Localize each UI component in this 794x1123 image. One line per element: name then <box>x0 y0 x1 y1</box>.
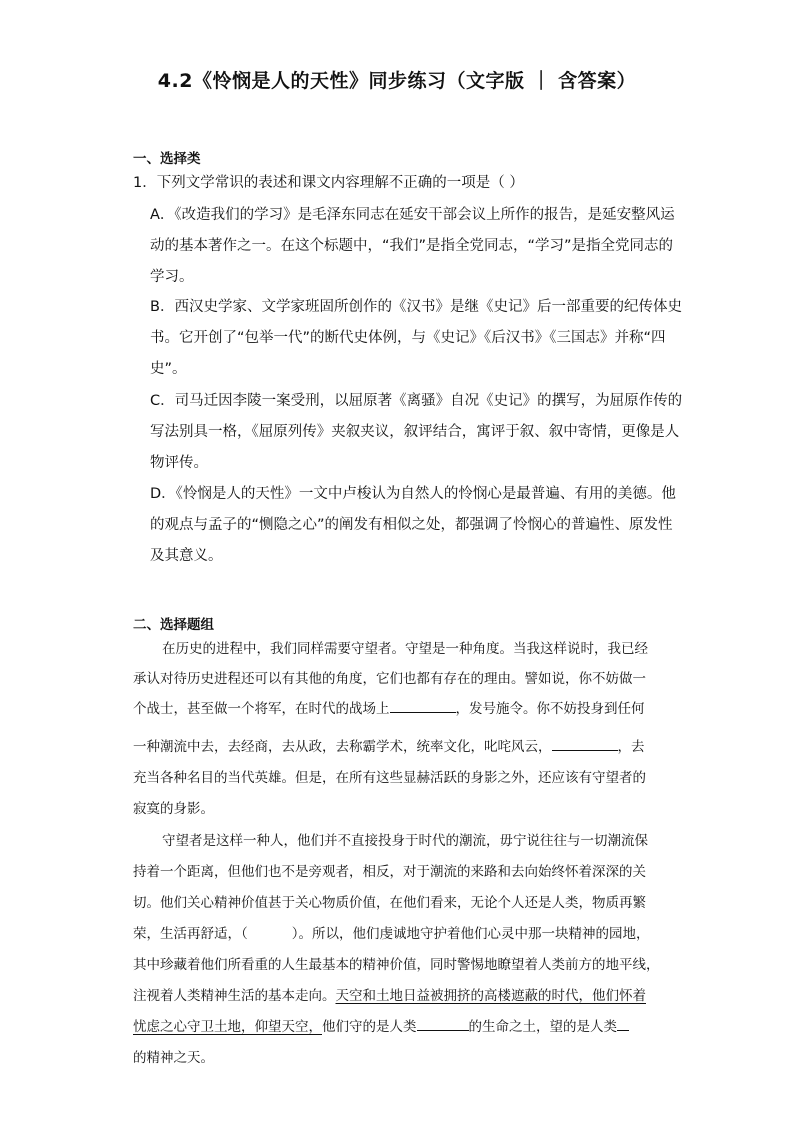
passage-p1-line-6: 寂寞的身影。 <box>133 801 214 817</box>
option-c-line-3: 物评传。 <box>150 455 208 471</box>
text-segment: 一种潮流中去，去经商，去从政，去称霸学术，统率文化，叱咤风云， <box>133 739 552 755</box>
passage-p1-line-1: 在历史的进程中，我们同样需要守望者。守望是一种角度。当我这样说时，我已经 <box>162 641 648 657</box>
option-d-line-3: 及其意义。 <box>150 548 223 564</box>
option-d-line-1: D．《怜悯是人的天性》一文中卢梭认为自然人的怜悯心是最普遍、有用的美德。他 <box>150 486 676 502</box>
option-d-line-2: 的观点与孟子的“恻隐之心”的阐发有相似之处，都强调了怜悯心的普遍性、原发性 <box>150 517 673 533</box>
passage-p1-line-2: 承认对待历史进程还可以有其他的角度，它们也都有存在的理由。譬如说，你不妨做一 <box>133 671 646 687</box>
option-b-line-3: 史”。 <box>150 361 187 377</box>
section-heading-choice: 一、选择类 <box>133 151 201 167</box>
passage-p2-line-1: 守望者是这样一种人，他们并不直接投身于时代的潮流，毋宁说往往与一切潮流保 <box>162 833 648 849</box>
text-segment: 个战士，甚至做一个将军，在时代的战场上 <box>133 701 390 717</box>
option-a-line-1: A．《改造我们的学习》是毛泽东同志在延安干部会议上所作的报告，是延安整风运 <box>150 207 675 223</box>
passage-p2-line-6 <box>133 984 646 1004</box>
text-segment: 荣，生活再舒适，（ <box>133 926 248 942</box>
passage-p2-line-4 <box>133 922 650 942</box>
fill-in-blank <box>617 1016 629 1031</box>
text-segment: 注视着人类精神生活的基本走向。 <box>133 988 336 1004</box>
text-segment: ）。所以，他们虔诚地守护着他们心灵中那一块精神的园地， <box>291 926 650 942</box>
fill-in-blank <box>552 736 618 751</box>
section-heading-group: 二、选择题组 <box>133 617 214 633</box>
text-segment: 的生命之土，望的是人类 <box>468 1019 617 1035</box>
passage-p2-line-5: 其中珍藏着他们所看重的人生最基本的精神价值，同时警惕地瞭望着人类前方的地平线， <box>133 957 660 973</box>
option-c-line-1: C．司马迁因李陵一案受刑，以屈原著《离骚》自况《史记》的撰写，为屈原作传的 <box>150 393 683 409</box>
text-segment: 他们守的是人类 <box>322 1019 417 1035</box>
passage-p2-line-8: 的精神之天。 <box>133 1050 214 1066</box>
fill-in-blank <box>390 698 456 713</box>
option-b-line-1: B．西汉史学家、文学家班固所创作的《汉书》是继《史记》后一部重要的纪传体史 <box>150 299 682 315</box>
underlined-sentence: 天空和土地日益被拥挤的高楼遮蔽的时代，他们怀着 <box>335 988 646 1004</box>
option-c-line-2: 写法别具一格，《屈原列传》夹叙夹议，叙评结合，寓评于叙、叙中寄情，更像是人 <box>150 424 680 440</box>
question-1-stem: 1．下列文学常识的表述和课文内容理解不正确的一项是（ ） <box>133 175 524 191</box>
passage-p1-line-5: 充当各种名目的当代英雄。但是，在所有这些显赫活跃的身影之外，还应该有守望者的 <box>133 770 646 786</box>
passage-p2-line-2: 持着一个距离，但他们也不是旁观者，相反，对于潮流的来路和去向始终怀着深深的关 <box>133 864 646 880</box>
passage-p1-line-4 <box>133 735 645 755</box>
option-a-line-2: 动的基本著作之一。在这个标题中，“我们”是指全党同志，“学习”是指全党同志的 <box>150 238 674 254</box>
option-b-line-2: 书。它开创了“包举一代”的断代史体例，与《史记》《后汉书》《三国志》并称“四 <box>150 330 666 346</box>
underlined-sentence: 忧虑之心守卫土地，仰望天空， <box>133 1019 322 1035</box>
option-a-line-3: 学习。 <box>150 269 194 285</box>
passage-p2-line-7 <box>133 1015 629 1035</box>
passage-p2-line-3: 切。他们关心精神价值甚于关心物质价值，在他们看来，无论个人还是人类，物质再繁 <box>133 895 646 911</box>
page-title: 4.2《怜悯是人的天性》同步练习（文字版 ｜ 含答案） <box>157 70 637 92</box>
passage-p1-line-3 <box>133 697 645 717</box>
text-segment: ，发号施令。你不妨投身到任何 <box>455 701 645 717</box>
fill-in-blank <box>417 1016 469 1031</box>
text-segment: ，去 <box>617 739 645 755</box>
